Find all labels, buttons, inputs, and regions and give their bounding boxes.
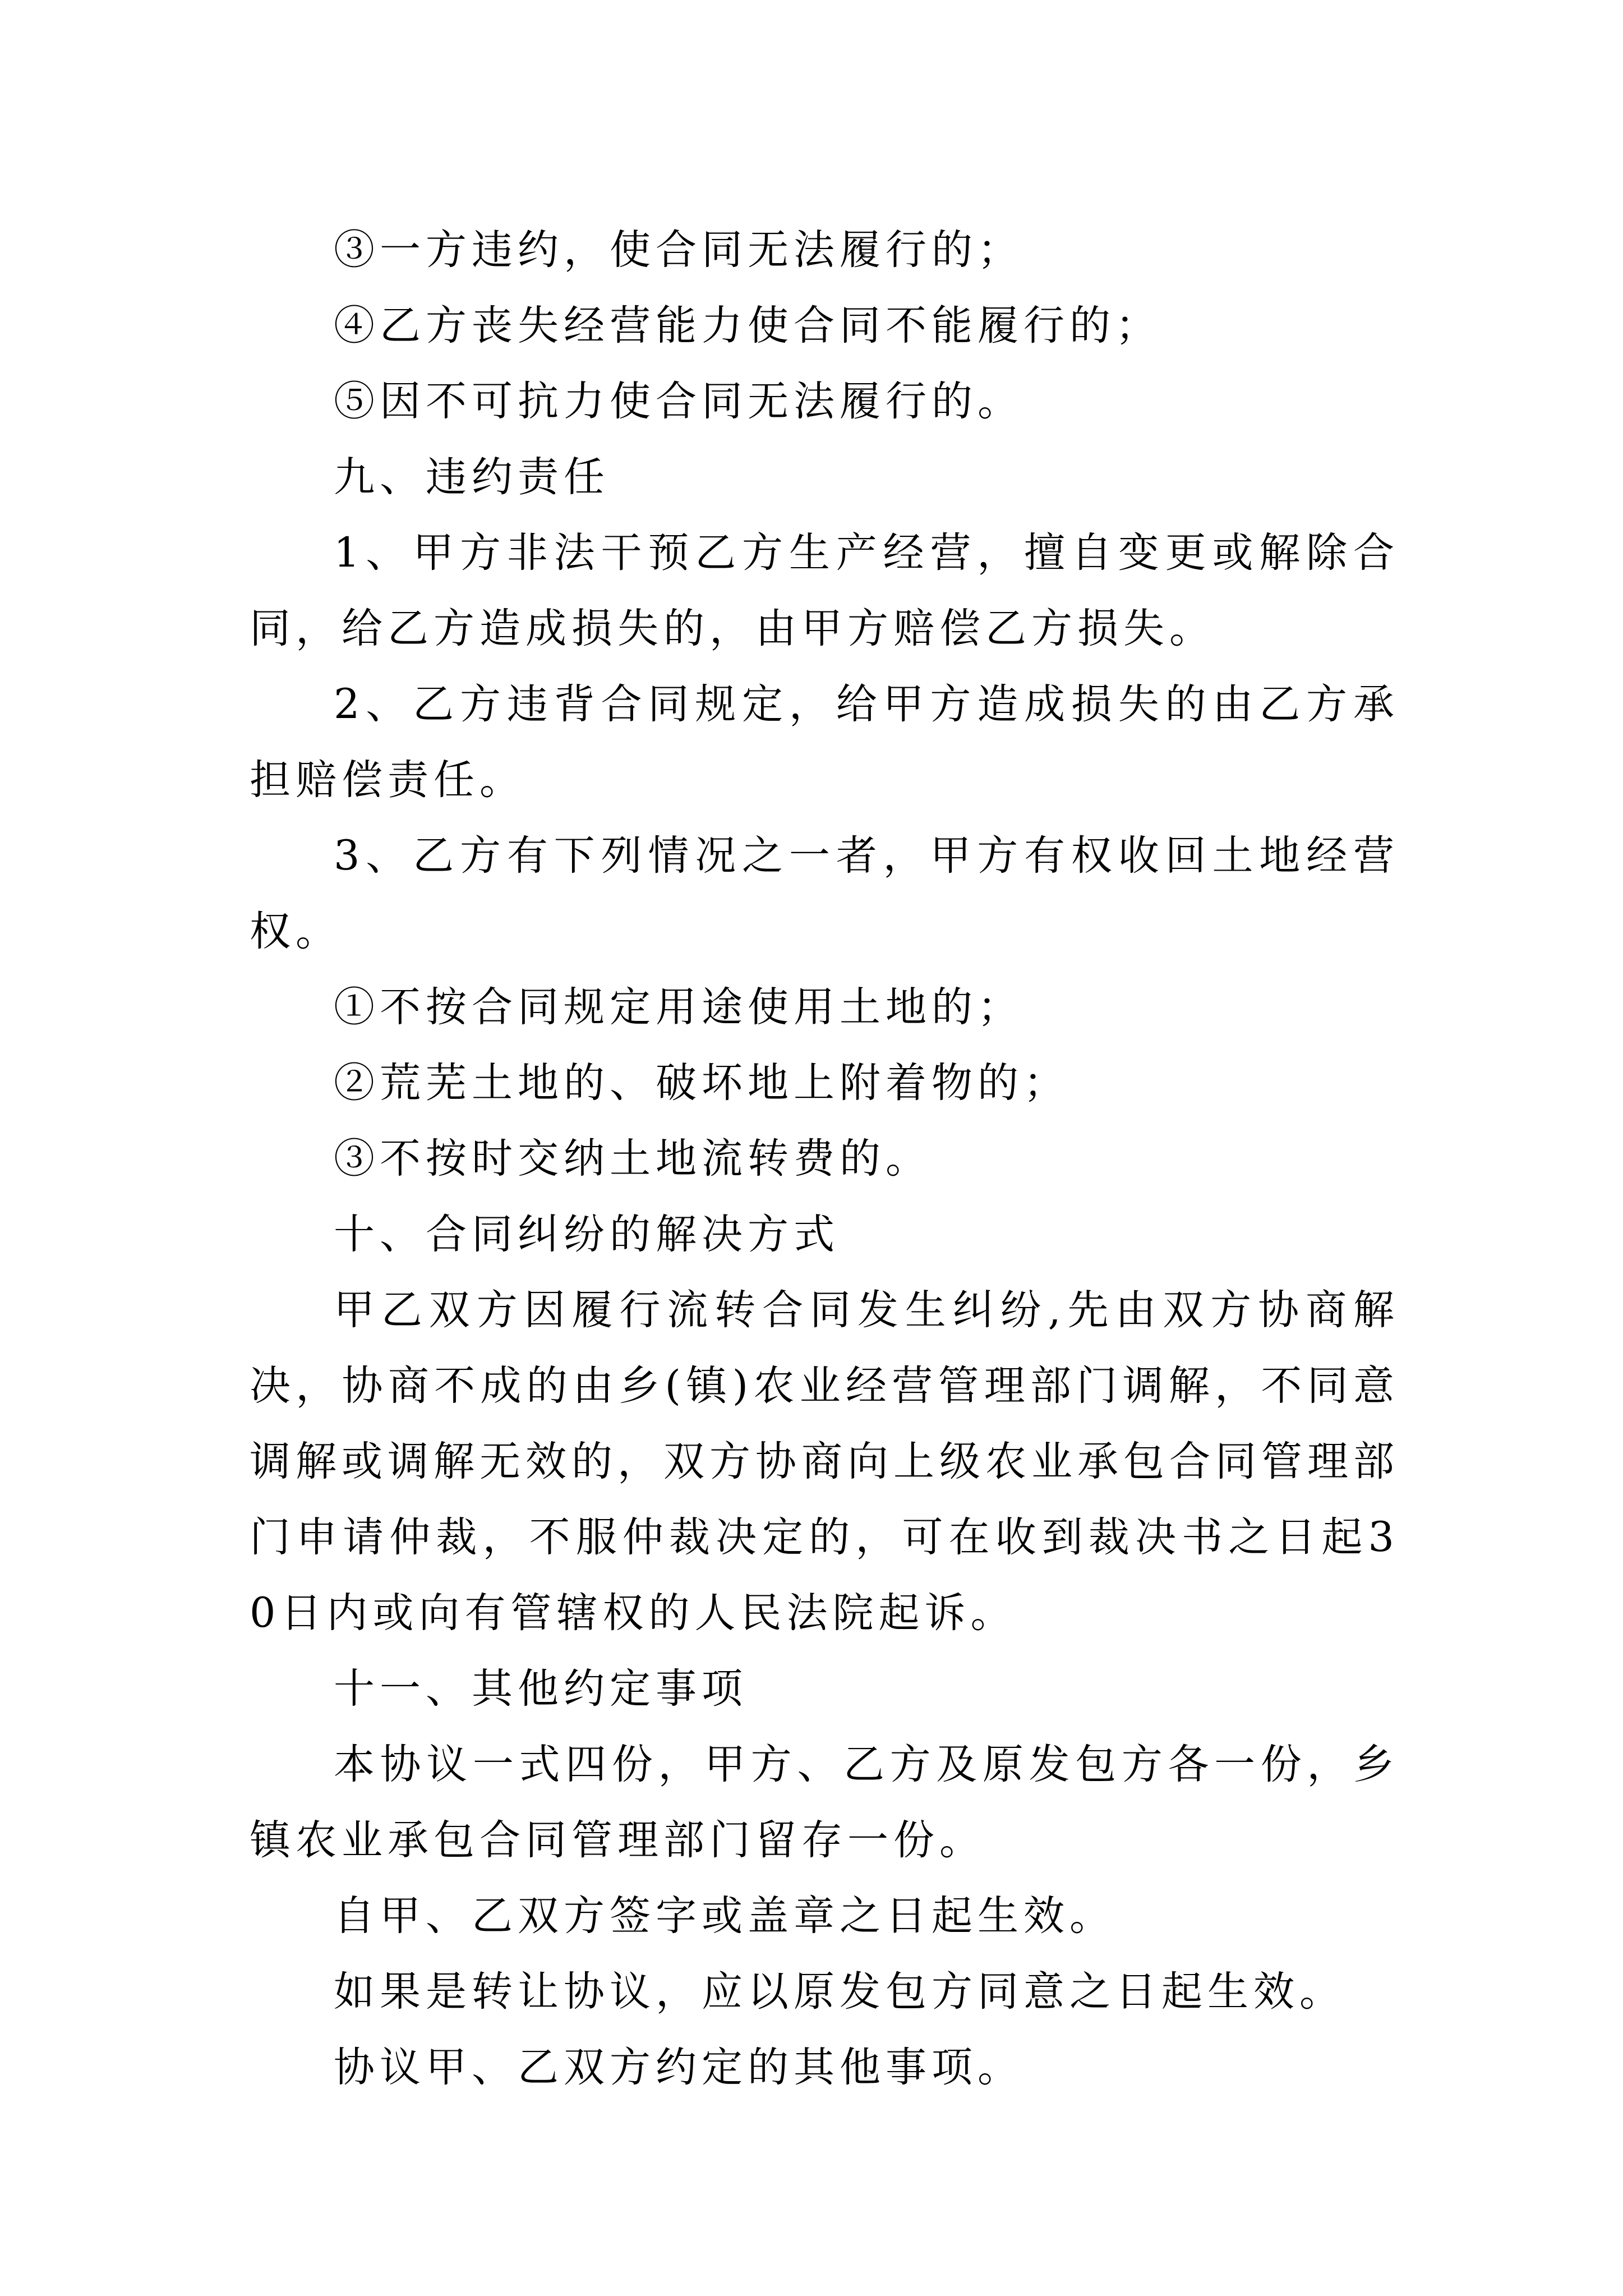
dispute-resolution-text: 甲乙双方因履行流转合同发生纠纷,先由双方协商解决，协商不成的由乡(镇)农业经营管理部门调解，不同意调解或调解无效的，双方协商向上级农业承包合同管理部门申请仲裁，不服仲裁决定的，可在收到裁决书之日起30日内或向有管辖权的人民法院起诉。 (250, 1286, 1399, 1637)
section-heading-liability: 九、违约责任 (334, 453, 610, 501)
revocation-item-1: ①不按合同规定用途使用土地的； (334, 983, 1023, 1031)
clause-3-breach: ③一方违约，使合同无法履行的； (334, 226, 1023, 274)
section-heading-disputes: 十、合同纠纷的解决方式 (334, 1211, 840, 1258)
liability-item-1: 1、甲方非法干预乙方生产经营，擅自变更或解除合同，给乙方造成损失的，由甲方赔偿乙方损失。 (250, 529, 1399, 652)
revocation-item-3: ③不按时交纳土地流转费的。 (334, 1135, 932, 1182)
clause-4-incapacity: ④乙方丧失经营能力使合同不能履行的； (334, 302, 1161, 349)
liability-item-2: 2、乙方违背合同规定，给甲方造成损失的由乙方承担赔偿责任。 (250, 680, 1399, 804)
liability-item-3: 3、乙方有下列情况之一者，甲方有权收回土地经营权。 (250, 832, 1399, 955)
other-matters-clause: 协议甲、乙双方约定的其他事项。 (334, 2044, 1023, 2091)
section-heading-other-matters: 十一、其他约定事项 (334, 1665, 748, 1713)
copies-clause: 本协议一式四份，甲方、乙方及原发包方各一份，乡镇农业承包合同管理部门留存一份。 (250, 1741, 1399, 1864)
clause-5-force-majeure: ⑤因不可抗力使合同无法履行的。 (334, 378, 1023, 425)
revocation-item-2: ②荒芜土地的、破坏地上附着物的； (334, 1059, 1069, 1107)
document-body (250, 212, 1399, 2105)
transfer-effective-clause: 如果是转让协议，应以原发包方同意之日起生效。 (334, 1968, 1345, 2016)
effective-clause: 自甲、乙双方签字或盖章之日起生效。 (334, 1892, 1115, 1940)
